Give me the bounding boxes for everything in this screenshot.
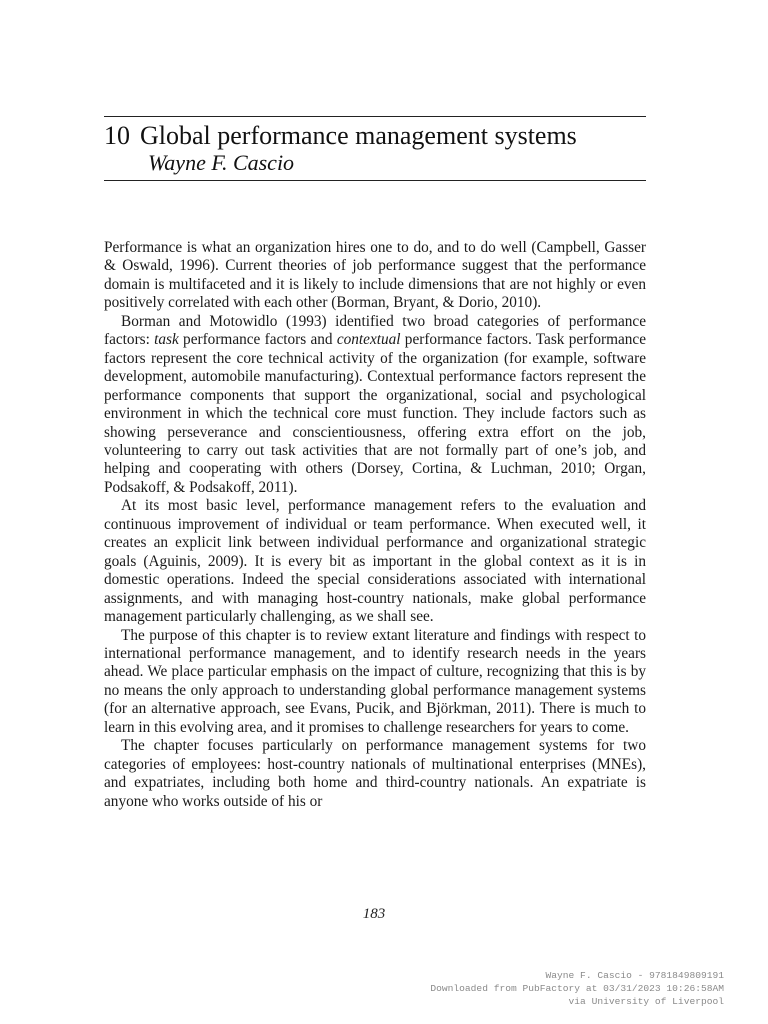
- paragraph-5: [104, 737, 646, 811]
- paragraph-2-text-c: performance factors. Task performance factors represent the core technical activity of the organization (for example, software development, automobile manufacturing). Contextual performance factors represent the performance components that support the organizational, social and psychological environment in which the technical core must function. They include factors such as showing perseverance and conscientiousness, offering extra effort on the job, volunteering to carry out task activities that are not formally part of one’s job, and helping and cooperating with others (Dorsey, Cortina, & Luchman, 2010; Organ, Podsakoff, & Podsakoff, 2011).: [104, 331, 646, 496]
- chapter-author: Wayne F. Cascio: [148, 150, 295, 175]
- chapter-title: [104, 121, 664, 151]
- paragraph-1-text: Performance is what an organization hires one to do, and to do well (Campbell, Gasser & Oswald, 1996). Current theories of job performance suggest that the performance domain is multifaceted and it is likely to include dimensions that are not highly or even positively correlated with each other (Borman, Bryant, & Dorio, 2010).: [104, 239, 646, 312]
- paragraph-4: [104, 627, 646, 738]
- paragraph-2-text-b: performance factors and: [178, 331, 337, 349]
- paragraph-4-text: The purpose of this chapter is to review extant literature and findings with respect to international performance management, and to identify research needs in the years ahead. We place particular emphasis on the impact of culture, recognizing that this is by no means the only approach to understanding global performance management systems (for an alternative approach, see Evans, Pucik, and Björkman, 2011). There is much to learn in this evolving area, and it promises to challenge researchers for years to come.: [104, 626, 646, 736]
- chapter-title-text: Global performance management systems: [140, 121, 577, 150]
- watermark-line-2: Downloaded from PubFactory at 03/31/2023 10:26:58AM: [430, 983, 724, 994]
- watermark-line-1: Wayne F. Cascio - 9781849809191: [545, 970, 724, 981]
- download-watermark: [430, 969, 724, 1008]
- paragraph-3-text: At its most basic level, performance management refers to the evaluation and continuous improvement of individual or team performance. When executed well, it creates an explicit link between individual performance and organizational strategic goals (Aguinis, 2009). It is every bit as important in the global context as it is in domestic operations. Indeed the special considerations associated with international assignments, and with managing host-country nationals, make global performance management particularly challenging, as we shall see.: [104, 497, 646, 626]
- paragraph-5-text: The chapter focuses particularly on performance management systems for two categories of employees: host-country nationals of multinational enterprises (MNEs), and expatriates, including both home and third-country nationals. An expatriate is anyone who works outside of his or: [104, 737, 646, 810]
- page-number: 183: [362, 906, 386, 922]
- paragraph-3: [104, 497, 646, 626]
- watermark-line-3: via University of Liverpool: [568, 996, 724, 1007]
- header-bottom-rule: [104, 180, 646, 181]
- paragraph-2-emphasis-task: task: [154, 331, 179, 349]
- paragraph-1: [104, 239, 646, 313]
- paragraph-2: [104, 313, 646, 498]
- header-top-rule: [104, 116, 646, 117]
- paragraph-2-text-a: Borman and Motowidlo (1993) identified two broad categories of performance factors:: [104, 312, 646, 349]
- body-text: [104, 239, 646, 811]
- chapter-number: 10: [104, 121, 130, 150]
- paragraph-2-emphasis-contextual: contextual: [336, 331, 401, 349]
